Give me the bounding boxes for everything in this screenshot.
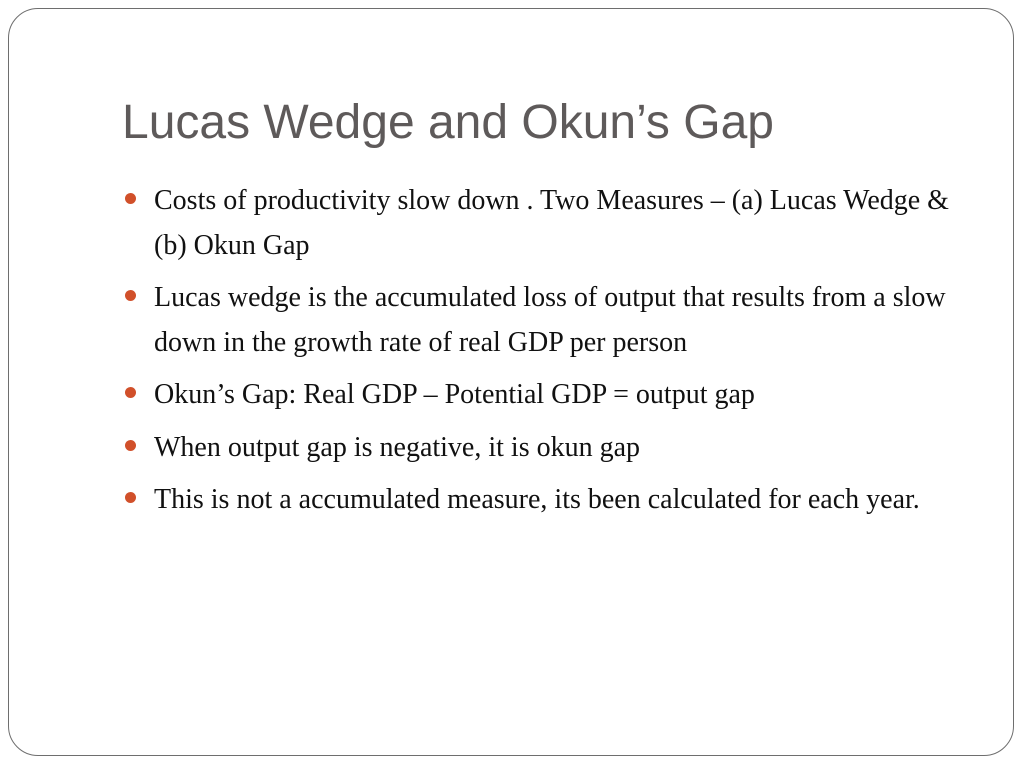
bullet-text: Lucas wedge is the accumulated loss of output that results from a slow down in the growth rate of real GDP per person — [154, 282, 946, 358]
bullet-list — [122, 179, 972, 531]
bullet-dot-icon — [125, 290, 136, 301]
bullet-text: Costs of productivity slow down . Two Measures – (a) Lucas Wedge & (b) Okun Gap — [154, 185, 949, 261]
bullet-item — [122, 276, 972, 365]
bullet-dot-icon — [125, 387, 136, 398]
bullet-dot-icon — [125, 440, 136, 451]
bullet-dot-icon — [125, 492, 136, 503]
bullet-text: When output gap is negative, it is okun gap — [154, 431, 641, 463]
bullet-dot-icon — [125, 193, 136, 204]
bullet-text: Okun’s Gap: Real GDP – Potential GDP = output gap — [154, 379, 755, 410]
bullet-text: This is not a accumulated measure, its been calculated for each year. — [154, 484, 920, 515]
bullet-item — [122, 179, 972, 268]
bullet-item — [122, 478, 972, 523]
bullet-item — [122, 373, 972, 418]
bullet-item — [122, 426, 972, 471]
slide-title: Lucas Wedge and Okun’s Gap — [122, 96, 774, 149]
slide-frame — [8, 8, 1014, 756]
